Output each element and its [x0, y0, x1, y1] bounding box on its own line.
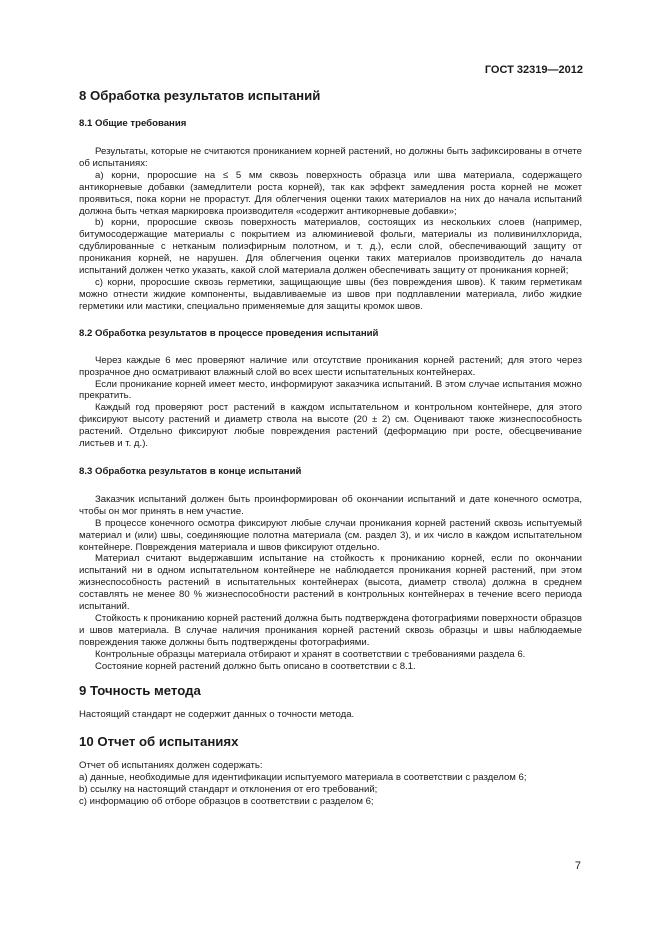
paragraph: Материал считают выдержавшим испытание на стойкость к прониканию корней, если по окончании испытаний ни в одном испытательном контейнере не наблюдается проникания корней растений, при этом жизнеспособность растений в испытательных контейнерах (высота, диаметр ствола) должна в среднем составлять не менее 80 % жизнеспособности растений в контрольных контейнерах в течение всего периода испытаний.	[79, 553, 582, 613]
list-item-a: а) корни, проросшие на ≤ 5 мм сквозь поверхность образца или шва материала, содержащего антикорневые добавки (замедлители роста корней), так как эффект замедления роста корней не может проявиться, пока корни не прорастут. Для облегчения оценки таких материалов на них до начала испытаний должна быть четкая маркировка производителя «содержит антикорневые добавки»;	[79, 169, 582, 217]
page-content	[79, 88, 582, 808]
subsection-8-2-title: 8.2 Обработка результатов в процессе проведения испытаний	[79, 327, 379, 339]
list-item-c: с) корни, проросшие сквозь герметики, защищающие швы (без повреждения швов). К таким герметикам можно отнести жидкие компоненты, выдавливаемые из швов при подплавлении материала, либо жидкие герметики или мастики, специально применяемые для защиты кромок швов.	[79, 276, 582, 312]
subsection-8-3-title: 8.3 Обработка результатов в конце испытаний	[79, 465, 302, 477]
paragraph: Стойкость к прониканию корней растений должна быть подтверждена фотографиями поверхности образцов и швов материала. В случае наличия проникания корней растений сквозь образцы и швы наблюдаемые повреждения также должны быть подтверждены фотографиями.	[79, 613, 582, 648]
paragraph: Результаты, которые не считаются прониканием корней растений, но должны быть зафиксированы в отчете об испытаниях:	[79, 146, 582, 169]
paragraph: Через каждые 6 мес проверяют наличие или отсутствие проникания корней растений; для этого через прозрачное дно осматривают влажный слой во всех шести испытательных контейнерах.	[79, 354, 582, 378]
document-code: ГОСТ 32319—2012	[484, 64, 583, 76]
list-item-b: b) корни, проросшие сквозь поверхность материалов, состоящих из нескольких слоев (например, битумосодержащие материалы с покрытием из алюминиевой фольги, материалы из поливинилхлорида, сдублированные с нетканым полиэфирным полотном, и т. д.), если слой, обеспечивающий защиту от проникания корней, не нарушен. Для облегчения оценки таких материалов производитель до начала испытаний должен четко указать, какой слой материала должен обеспечивать защиту от проникания корней;	[79, 217, 582, 277]
list-item-b: b) ссылку на настоящий стандарт и отклонения от его требований;	[79, 784, 378, 796]
section-8-title: 8 Обработка результатов испытаний	[79, 88, 321, 103]
paragraph: Состояние корней растений должно быть описано в соответствии с 8.1.	[95, 660, 416, 672]
list-item-a: а) данные, необходимые для идентификации испытуемого материала в соответствии с разделом 6;	[79, 772, 527, 784]
paragraph: Настоящий стандарт не содержит данных о точности метода.	[79, 708, 355, 720]
paragraph: Контрольные образцы материала отбирают и хранят в соответствии с требованиями раздела 6.	[95, 648, 526, 660]
list-item-c: с) информацию об отборе образцов в соответствии с разделом 6;	[79, 796, 374, 808]
page-number: 7	[574, 860, 581, 872]
paragraph: Если проникание корней имеет место, информируют заказчика испытаний. В этом случае испытания можно прекратить.	[79, 378, 582, 402]
paragraph: Отчет об испытаниях должен содержать:	[79, 760, 263, 772]
paragraph: В процессе конечного осмотра фиксируют любые случаи проникания корней растений сквозь испытуемый материал и (или) швы, соединяющие полотна материала (см. раздел 3), и их число в каждом испытательном контейнере. Повреждения материала и швов фиксируют отдельно.	[79, 517, 582, 553]
paragraph: Заказчик испытаний должен быть проинформирован об окончании испытаний и дате конечного осмотра, чтобы он мог принять в нем участие.	[79, 493, 582, 517]
subsection-8-1-title: 8.1 Общие требования	[79, 118, 187, 129]
section-10-title: 10 Отчет об испытаниях	[79, 734, 239, 750]
section-9-title: 9 Точность метода	[79, 682, 201, 698]
paragraph: Каждый год проверяют рост растений в каждом испытательном и контрольном контейнере, для этого фиксируют высоту растений и диаметр ствола на высоте (20 ± 2) см. Оценивают также жизнеспособность растений. Отдельно фиксируют любые повреждения растений (деформацию при росте, обесцвечивание листьев и т. д.).	[79, 402, 582, 450]
